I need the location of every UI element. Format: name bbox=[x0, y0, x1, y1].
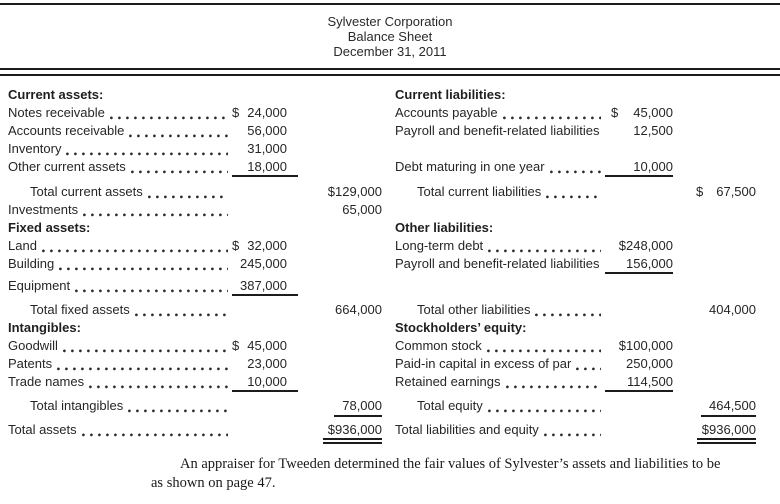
company-name: Sylvester Corporation bbox=[327, 14, 453, 29]
right-label-cell bbox=[395, 238, 605, 256]
right-label-cell bbox=[395, 141, 605, 159]
dot-leader bbox=[546, 195, 601, 199]
left-label-cell bbox=[8, 238, 232, 256]
amount-value: 10,000 bbox=[247, 374, 287, 389]
dot-leader bbox=[488, 249, 601, 253]
dot-leader bbox=[506, 385, 601, 389]
left-label-cell bbox=[8, 422, 232, 440]
dot-leader bbox=[131, 170, 228, 174]
row-label: Current assets: bbox=[8, 87, 104, 102]
dot-leader bbox=[135, 313, 228, 317]
right-amount-col1 bbox=[605, 422, 673, 440]
right-amount-col2 bbox=[690, 184, 760, 202]
row-label: Equipment bbox=[8, 278, 71, 293]
amount-value: 23,000 bbox=[247, 356, 287, 371]
left-amount-col2 bbox=[312, 302, 382, 320]
amount-value: $248,000 bbox=[618, 238, 673, 253]
right-amount-col2 bbox=[690, 256, 760, 274]
right-amount-col2 bbox=[690, 302, 760, 320]
right-label-cell bbox=[395, 302, 605, 320]
dot-leader bbox=[544, 433, 601, 437]
left-label-cell bbox=[8, 398, 232, 416]
right-label-cell bbox=[395, 220, 605, 238]
right-label-cell bbox=[395, 374, 605, 392]
left-amount-col1 bbox=[232, 87, 298, 105]
row-label: Total current liabilities bbox=[417, 184, 542, 199]
balance-sheet-row bbox=[8, 159, 780, 177]
right-amount-col1 bbox=[605, 374, 673, 392]
left-amount-col2 bbox=[312, 141, 382, 159]
dot-leader bbox=[488, 409, 601, 413]
right-amount-col2 bbox=[690, 141, 760, 159]
balance-sheet-row bbox=[8, 184, 780, 202]
balance-sheet-row bbox=[8, 87, 780, 105]
right-label-cell bbox=[395, 320, 605, 338]
right-label-cell bbox=[395, 202, 605, 220]
dollar-sign: $ bbox=[611, 105, 619, 120]
amount-value: 78,000 bbox=[334, 398, 382, 417]
balance-sheet-row bbox=[8, 141, 780, 159]
dot-leader bbox=[66, 152, 228, 156]
dot-leader bbox=[129, 134, 228, 138]
left-label-cell bbox=[8, 159, 232, 177]
amount-value: 387,000 bbox=[240, 278, 287, 293]
left-amount-col1 bbox=[232, 302, 298, 320]
balance-sheet-row bbox=[8, 398, 780, 416]
right-label-cell bbox=[395, 184, 605, 202]
amount-value: 245,000 bbox=[240, 256, 287, 271]
left-amount-col1 bbox=[232, 422, 298, 440]
right-label-cell bbox=[395, 356, 605, 374]
row-label: Debt maturing in one year bbox=[395, 159, 545, 174]
row-label: Total current assets bbox=[30, 184, 143, 199]
dot-leader bbox=[57, 367, 228, 371]
left-label-cell bbox=[8, 141, 232, 159]
footnote-line-1: An appraiser for Tweeden determined the fair values of Sylvester’s assets and liabilities to be bbox=[180, 456, 721, 472]
dot-leader bbox=[89, 385, 228, 389]
left-amount-col1 bbox=[232, 338, 298, 356]
left-label-cell bbox=[8, 374, 232, 392]
left-amount-col2 bbox=[312, 374, 382, 392]
right-amount-col1 bbox=[605, 220, 673, 238]
right-amount-col1 bbox=[605, 338, 673, 356]
right-amount-col2 bbox=[690, 87, 760, 105]
row-label: Trade names bbox=[8, 374, 85, 389]
balance-sheet-row bbox=[8, 338, 780, 356]
row-label: Current liabilities: bbox=[395, 87, 506, 102]
row-label: Patents bbox=[8, 356, 53, 371]
dot-leader bbox=[82, 433, 228, 437]
right-amount-col1 bbox=[605, 123, 673, 141]
left-amount-col1 bbox=[232, 123, 298, 141]
left-amount-col1 bbox=[232, 398, 298, 416]
row-label: Paid-in capital in excess of par bbox=[395, 356, 572, 371]
row-label: Notes receivable bbox=[8, 105, 105, 120]
left-amount-col2 bbox=[312, 398, 382, 416]
row-label: Land bbox=[8, 238, 37, 253]
balance-sheet-row bbox=[8, 374, 780, 392]
right-amount-col1 bbox=[605, 320, 673, 338]
right-amount-col1 bbox=[605, 87, 673, 105]
right-amount-col1 bbox=[605, 398, 673, 416]
right-amount-col1 bbox=[605, 184, 673, 202]
right-amount-col1 bbox=[605, 302, 673, 320]
amount-value: 67,500 bbox=[716, 184, 756, 199]
balance-sheet-row bbox=[8, 123, 780, 141]
row-label: Building bbox=[8, 256, 55, 271]
left-label-cell bbox=[8, 87, 232, 105]
left-amount-col2 bbox=[312, 320, 382, 338]
left-label-cell bbox=[8, 220, 232, 238]
header-double-rule bbox=[0, 68, 780, 76]
left-amount-col1 bbox=[232, 159, 298, 177]
amount-value: $936,000 bbox=[697, 422, 756, 444]
left-amount-col2 bbox=[312, 278, 382, 296]
dot-leader bbox=[550, 170, 601, 174]
left-amount-col2 bbox=[312, 338, 382, 356]
amount-value: 464,500 bbox=[701, 398, 756, 417]
right-amount-col1 bbox=[605, 238, 673, 256]
right-amount-col2 bbox=[690, 105, 760, 123]
left-label-cell bbox=[8, 338, 232, 356]
right-amount-col1 bbox=[605, 105, 673, 123]
balance-sheet-table bbox=[0, 87, 780, 440]
amount-value: 45,000 bbox=[633, 105, 673, 120]
left-label-cell bbox=[8, 256, 232, 274]
right-amount-col1 bbox=[605, 159, 673, 177]
dot-leader bbox=[63, 349, 228, 353]
dot-leader bbox=[75, 289, 228, 293]
right-amount-col2 bbox=[690, 374, 760, 392]
row-label: Stockholders’ equity: bbox=[395, 320, 527, 335]
row-label: Total equity bbox=[417, 398, 483, 413]
right-amount-col2 bbox=[690, 202, 760, 220]
amount-value: 250,000 bbox=[626, 356, 673, 371]
row-label: Total liabilities and equity bbox=[395, 422, 539, 437]
statement-header bbox=[0, 5, 780, 59]
dot-leader bbox=[503, 116, 601, 120]
amount-value: 12,500 bbox=[633, 123, 673, 138]
left-amount-col2 bbox=[312, 123, 382, 141]
right-label-cell bbox=[395, 256, 605, 274]
amount-value: 65,000 bbox=[342, 202, 382, 217]
left-amount-col2 bbox=[312, 184, 382, 202]
dollar-sign: $ bbox=[232, 338, 240, 353]
left-amount-col1 bbox=[232, 278, 298, 296]
left-label-cell bbox=[8, 105, 232, 123]
right-amount-col1 bbox=[605, 141, 673, 159]
row-label: Goodwill bbox=[8, 338, 58, 353]
amount-value: $936,000 bbox=[323, 422, 382, 444]
row-label: Common stock bbox=[395, 338, 482, 353]
right-label-cell bbox=[395, 159, 605, 177]
left-label-cell bbox=[8, 202, 232, 220]
right-amount-col1 bbox=[605, 202, 673, 220]
amount-value: 404,000 bbox=[709, 302, 756, 317]
row-label: Inventory bbox=[8, 141, 62, 156]
right-label-cell bbox=[395, 123, 605, 141]
left-amount-col2 bbox=[312, 256, 382, 274]
right-amount-col2 bbox=[690, 220, 760, 238]
row-label: Retained earnings bbox=[395, 374, 501, 389]
left-amount-col2 bbox=[312, 87, 382, 105]
row-label: Total assets bbox=[8, 422, 77, 437]
row-label: Investments bbox=[8, 202, 79, 217]
right-amount-col2 bbox=[690, 123, 760, 141]
balance-sheet-row bbox=[8, 202, 780, 220]
amount-value: 45,000 bbox=[247, 338, 287, 353]
right-amount-col1 bbox=[605, 278, 673, 296]
left-amount-col1 bbox=[232, 374, 298, 392]
left-label-cell bbox=[8, 278, 232, 296]
left-amount-col1 bbox=[232, 202, 298, 220]
dot-leader bbox=[42, 249, 228, 253]
left-amount-col2 bbox=[312, 220, 382, 238]
dot-leader bbox=[110, 116, 228, 120]
row-label: Fixed assets: bbox=[8, 220, 91, 235]
amount-value: 114,500 bbox=[626, 374, 673, 389]
row-label: Accounts receivable bbox=[8, 123, 125, 138]
left-amount-col2 bbox=[312, 159, 382, 177]
dollar-sign: $ bbox=[696, 184, 704, 199]
dot-leader bbox=[148, 195, 228, 199]
row-label: Total other liabilities bbox=[417, 302, 531, 317]
amount-value: 18,000 bbox=[247, 159, 287, 174]
amount-value: 664,000 bbox=[335, 302, 382, 317]
left-amount-col2 bbox=[312, 356, 382, 374]
dot-leader bbox=[576, 367, 601, 371]
left-amount-col1 bbox=[232, 238, 298, 256]
left-label-cell bbox=[8, 123, 232, 141]
amount-value: $100,000 bbox=[618, 338, 673, 353]
balance-sheet-row bbox=[8, 422, 780, 440]
amount-value: 156,000 bbox=[626, 256, 673, 271]
dot-leader bbox=[487, 349, 601, 353]
dot-leader bbox=[128, 409, 228, 413]
row-label: Payroll and benefit-related liabilities bbox=[395, 123, 600, 138]
row-label: Other current assets bbox=[8, 159, 126, 174]
amount-value: 56,000 bbox=[247, 123, 287, 138]
right-label-cell bbox=[395, 338, 605, 356]
left-amount-col1 bbox=[232, 141, 298, 159]
left-label-cell bbox=[8, 302, 232, 320]
balance-sheet-row bbox=[8, 105, 780, 123]
left-amount-col1 bbox=[232, 356, 298, 374]
balance-sheet-row bbox=[8, 278, 780, 296]
left-amount-col1 bbox=[232, 256, 298, 274]
amount-value: $129,000 bbox=[327, 184, 382, 199]
right-amount-col1 bbox=[605, 256, 673, 274]
left-amount-col2 bbox=[312, 105, 382, 123]
right-amount-col2 bbox=[690, 356, 760, 374]
right-amount-col2 bbox=[690, 398, 760, 416]
amount-value: 24,000 bbox=[247, 105, 287, 120]
right-amount-col2 bbox=[690, 338, 760, 356]
left-amount-col2 bbox=[312, 238, 382, 256]
right-label-cell bbox=[395, 278, 605, 296]
footnote bbox=[151, 455, 780, 493]
dot-leader bbox=[535, 313, 601, 317]
left-amount-col1 bbox=[232, 105, 298, 123]
amount-value: 10,000 bbox=[633, 159, 673, 174]
row-label: Long-term debt bbox=[395, 238, 484, 253]
amount-value: 32,000 bbox=[247, 238, 287, 253]
left-label-cell bbox=[8, 356, 232, 374]
statement-date: December 31, 2011 bbox=[333, 44, 447, 59]
left-amount-col1 bbox=[232, 184, 298, 202]
amount-value: 31,000 bbox=[247, 141, 287, 156]
balance-sheet-row bbox=[8, 256, 780, 274]
row-label: Intangibles: bbox=[8, 320, 81, 335]
right-amount-col2 bbox=[690, 278, 760, 296]
balance-sheet-row bbox=[8, 320, 780, 338]
left-label-cell bbox=[8, 320, 232, 338]
dot-leader bbox=[59, 267, 228, 271]
right-label-cell bbox=[395, 87, 605, 105]
right-label-cell bbox=[395, 422, 605, 440]
balance-sheet-row bbox=[8, 238, 780, 256]
balance-sheet-row bbox=[8, 356, 780, 374]
right-amount-col1 bbox=[605, 356, 673, 374]
statement-title: Balance Sheet bbox=[347, 29, 433, 44]
row-label: Accounts payable bbox=[395, 105, 498, 120]
right-amount-col2 bbox=[690, 238, 760, 256]
left-amount-col2 bbox=[312, 202, 382, 220]
left-label-cell bbox=[8, 184, 232, 202]
right-amount-col2 bbox=[690, 159, 760, 177]
footnote-line-2: as shown on page 47. bbox=[151, 475, 276, 491]
left-amount-col1 bbox=[232, 320, 298, 338]
dollar-sign: $ bbox=[232, 105, 240, 120]
left-amount-col2 bbox=[312, 422, 382, 440]
row-label: Total intangibles bbox=[30, 398, 124, 413]
dot-leader bbox=[83, 213, 228, 217]
right-amount-col2 bbox=[690, 320, 760, 338]
row-label: Payroll and benefit-related liabilities bbox=[395, 256, 600, 271]
balance-sheet-row bbox=[8, 302, 780, 320]
row-label: Other liabilities: bbox=[395, 220, 494, 235]
right-label-cell bbox=[395, 398, 605, 416]
row-label: Total fixed assets bbox=[30, 302, 130, 317]
balance-sheet-row bbox=[8, 220, 780, 238]
right-amount-col2 bbox=[690, 422, 760, 440]
right-label-cell bbox=[395, 105, 605, 123]
left-amount-col1 bbox=[232, 220, 298, 238]
dollar-sign: $ bbox=[232, 238, 240, 253]
